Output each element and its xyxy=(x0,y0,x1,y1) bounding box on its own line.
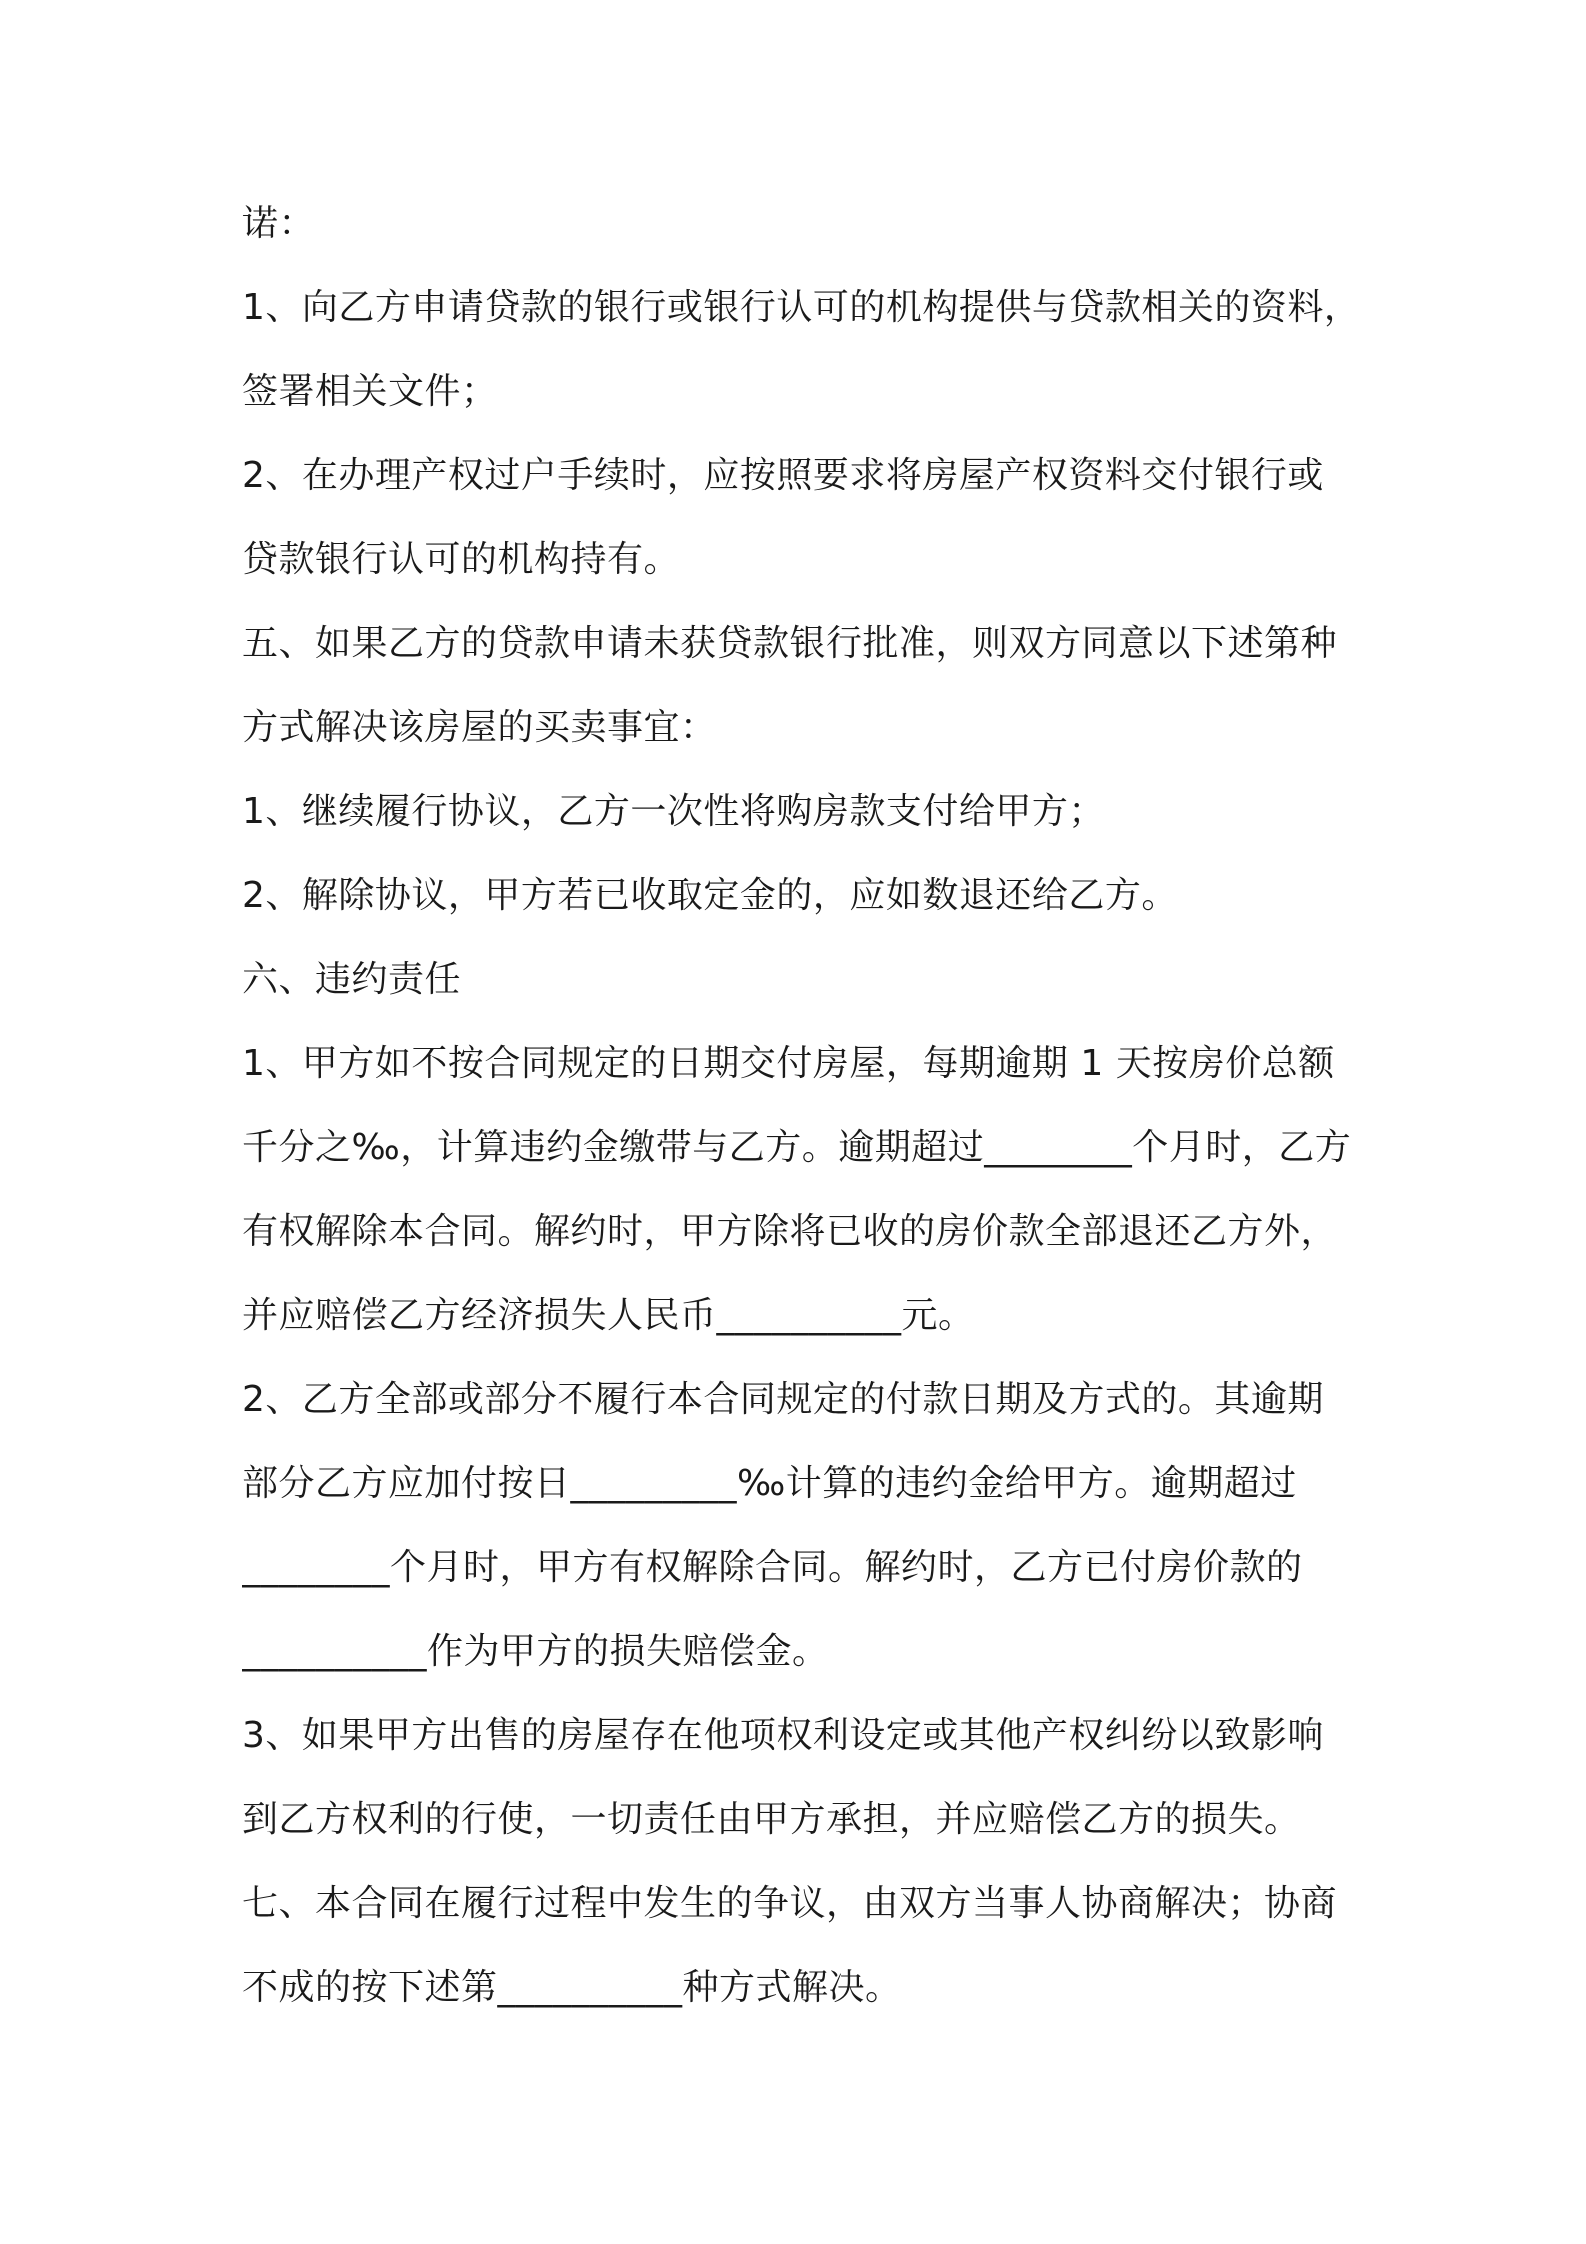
text-line: 有权解除本合同。解约时，甲方除将已收的房价款全部退还乙方外， xyxy=(242,1211,1338,1252)
text-line: 诺： xyxy=(242,203,316,244)
text-line: 2、在办理产权过户手续时，应按照要求将房屋产权资料交付银行或 xyxy=(242,455,1324,496)
section-heading: 六、违约责任 xyxy=(242,959,462,1000)
text-line: 签署相关文件； xyxy=(242,371,498,412)
text-line: 并应赔偿乙方经济损失人民币__________元。 xyxy=(242,1295,975,1336)
text-line: 贷款银行认可的机构持有。 xyxy=(242,539,681,580)
text-line: __________作为甲方的损失赔偿金。 xyxy=(242,1631,829,1672)
text-line: 2、乙方全部或部分不履行本合同规定的付款日期及方式的。其逾期 xyxy=(242,1379,1324,1420)
text-line: 部分乙方应加付按日_________‰计算的违约金给甲方。逾期超过 xyxy=(242,1463,1297,1504)
text-line: 1、甲方如不按合同规定的日期交付房屋，每期逾期 1 天按房价总额 xyxy=(242,1043,1335,1084)
text-line: 1、继续履行协议，乙方一次性将购房款支付给甲方； xyxy=(242,791,1105,832)
text-line: 到乙方权利的行使，一切责任由甲方承担，并应赔偿乙方的损失。 xyxy=(242,1799,1301,1840)
text-line: 1、向乙方申请贷款的银行或银行认可的机构提供与贷款相关的资料， xyxy=(242,287,1361,328)
text-line: ________个月时，甲方有权解除合同。解约时，乙方已付房价款的 xyxy=(242,1547,1303,1588)
text-line: 3、如果甲方出售的房屋存在他项权利设定或其他产权纠纷以致影响 xyxy=(242,1715,1324,1756)
text-line: 不成的按下述第__________种方式解决。 xyxy=(242,1967,902,2008)
text-line: 2、解除协议，甲方若已收取定金的，应如数退还给乙方。 xyxy=(242,875,1178,916)
text-line: 五、如果乙方的贷款申请未获贷款银行批准，则双方同意以下述第种 xyxy=(242,623,1338,664)
text-line: 七、本合同在履行过程中发生的争议，由双方当事人协商解决；协商 xyxy=(242,1883,1338,1924)
text-line: 方式解决该房屋的买卖事宜： xyxy=(242,707,717,748)
text-line: 千分之‰，计算违约金缴带与乙方。逾期超过________个月时，乙方 xyxy=(242,1127,1352,1168)
